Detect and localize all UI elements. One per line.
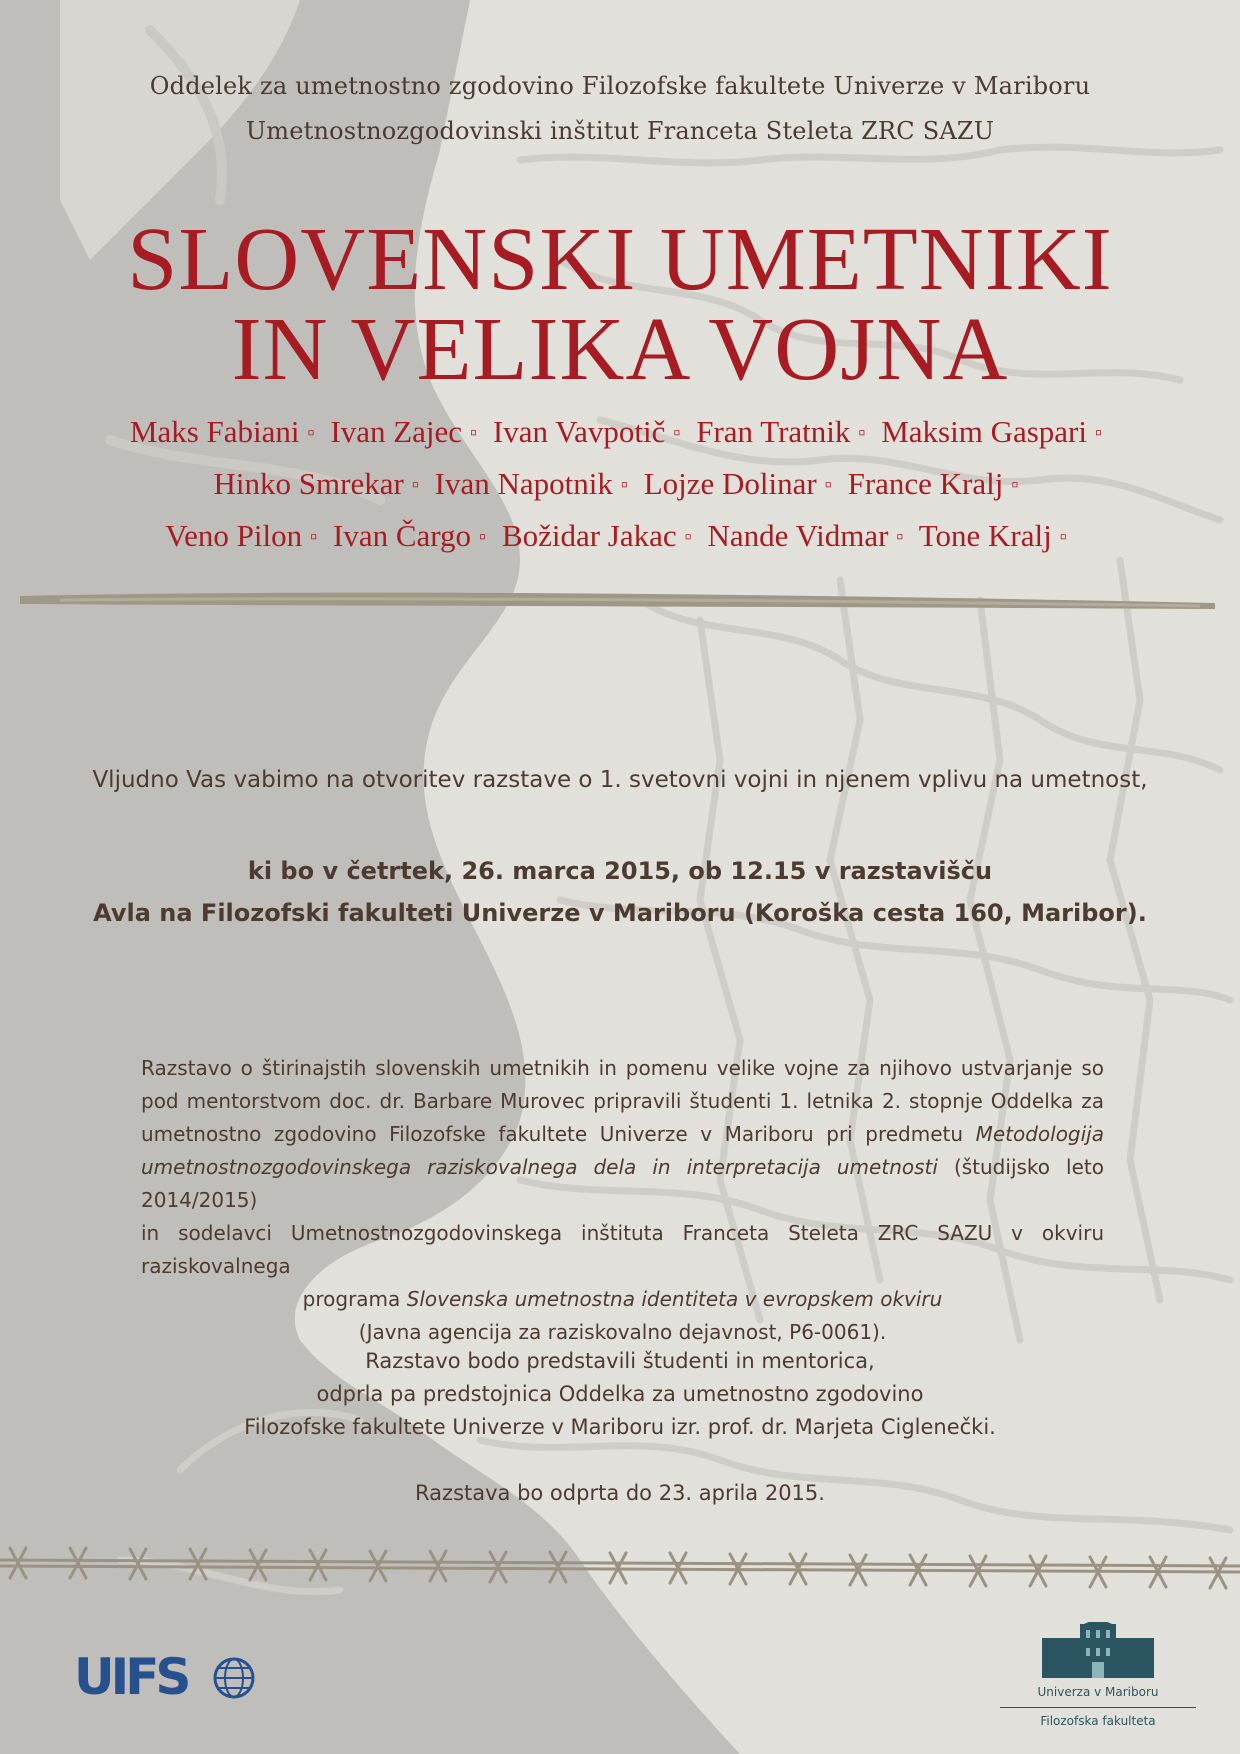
uifs-logo xyxy=(74,1648,187,1706)
bullet-icon: ▫ xyxy=(673,422,681,444)
university-name: Univerza v Mariboru xyxy=(1037,1685,1159,1699)
bullet-icon: ▫ xyxy=(307,422,315,444)
artist-name: Ivan Napotnik xyxy=(434,466,613,501)
bullet-icon: ▫ xyxy=(824,474,832,496)
bullet-icon: ▫ xyxy=(620,474,628,496)
globe-icon xyxy=(212,1656,256,1700)
presentation-line: Razstavo bodo predstavili študenti in mentorica, xyxy=(365,1349,875,1373)
title-line-1: SLOVENSKI UMETNIKI xyxy=(127,210,1113,309)
description-line: in sodelavci Umetnostnozgodovinskega inštituta Franceta Steleta ZRC SAZU v okviru raziskovalnega xyxy=(141,1221,1104,1278)
artists-row-3 xyxy=(0,516,1240,557)
institution-institute: Umetnostnozgodovinski inštitut Franceta Steleta ZRC SAZU xyxy=(245,117,995,145)
artist-name: Veno Pilon xyxy=(165,518,303,553)
exhibition-description xyxy=(141,1052,1104,1349)
faculty-name: Filozofska fakulteta xyxy=(1040,1714,1156,1728)
bullet-icon: ▫ xyxy=(310,526,318,548)
university-building-icon xyxy=(1042,1622,1154,1678)
artist-name: Nande Vidmar xyxy=(707,518,889,553)
course-title: Metodologija xyxy=(975,1122,1104,1146)
description-line: Razstavo o štirinajstih slovenskih umetnikih in pomenu velike vojne za njihovo ustvarjanje so xyxy=(141,1056,1104,1080)
presentation-text xyxy=(0,1345,1240,1444)
event-date: ki bo v četrtek, 26. marca 2015, ob 12.15 v razstavišču xyxy=(247,857,993,885)
invitation-text: Vljudno Vas vabimo na otvoritev razstave o 1. svetovni vojni in njenem vplivu na umetnost, xyxy=(92,767,1148,793)
description-line xyxy=(141,1118,1104,1151)
bullet-icon: ▫ xyxy=(479,526,487,548)
presentation-line: Filozofske fakultete Univerze v Mariboru izr. prof. dr. Marjeta Ciglenečki. xyxy=(244,1415,996,1439)
artist-name: France Kralj xyxy=(847,466,1004,501)
artist-name: Maksim Gaspari xyxy=(881,414,1087,449)
bullet-icon: ▫ xyxy=(1095,422,1103,444)
description-text: programa xyxy=(302,1287,407,1311)
artist-name: Ivan Čargo xyxy=(333,518,472,553)
description-line xyxy=(141,1151,1104,1217)
artist-name: Ivan Zajec xyxy=(330,414,463,449)
uifs-logo-text: UIFS xyxy=(74,1648,188,1706)
artist-name: Tone Kralj xyxy=(918,518,1052,553)
course-title-cont: umetnostnozgodovinskega raziskovalnega dela in interpretacija umetnosti xyxy=(141,1155,938,1179)
bullet-icon: ▫ xyxy=(684,526,692,548)
artist-name: Fran Tratnik xyxy=(696,414,851,449)
title-line-2: IN VELIKA VOJNA xyxy=(231,300,1009,399)
logo-divider xyxy=(1000,1707,1196,1708)
institution-department: Oddelek za umetnostno zgodovino Filozofske fakultete Univerze v Mariboru xyxy=(149,72,1091,100)
bullet-icon: ▫ xyxy=(1011,474,1019,496)
artist-name: Lojze Dolinar xyxy=(643,466,817,501)
closing-date: Razstava bo odprta do 23. aprila 2015. xyxy=(415,1481,825,1505)
presentation-line: odprla pa predstojnica Oddelka za umetnostno zgodovino xyxy=(316,1382,924,1406)
bullet-icon: ▫ xyxy=(411,474,419,496)
event-venue: Avla na Filozofski fakulteti Univerze v Mariboru (Koroška cesta 160, Maribor). xyxy=(93,899,1147,927)
bullet-icon: ▫ xyxy=(858,422,866,444)
bullet-icon: ▫ xyxy=(896,526,904,548)
artist-name: Maks Fabiani xyxy=(129,414,300,449)
program-title: Slovenska umetnostna identiteta v evropskem okviru xyxy=(406,1287,943,1311)
description-text: umetnostno zgodovino Filozofske fakultete Univerze v Mariboru pri predmetu xyxy=(141,1122,976,1146)
artist-name: Božidar Jakac xyxy=(501,518,677,553)
event-details xyxy=(0,850,1240,934)
artists-row-1 xyxy=(0,412,1240,453)
artist-name: Hinko Smrekar xyxy=(213,466,404,501)
artists-row-2 xyxy=(0,464,1240,505)
artist-name: Ivan Vavpotič xyxy=(492,414,666,449)
description-text: (študijsko leto 2014/2015) xyxy=(141,1155,1104,1212)
university-logo xyxy=(1000,1622,1196,1728)
bullet-icon: ▫ xyxy=(1059,526,1067,548)
description-line: (Javna agencija za raziskovalno dejavnost, P6-0061). xyxy=(358,1320,887,1344)
description-line xyxy=(141,1283,1104,1316)
description-line: pod mentorstvom doc. dr. Barbare Murovec pripravili študenti 1. letnika 2. stopnje Oddelka za xyxy=(141,1089,1104,1113)
bullet-icon: ▫ xyxy=(470,422,478,444)
